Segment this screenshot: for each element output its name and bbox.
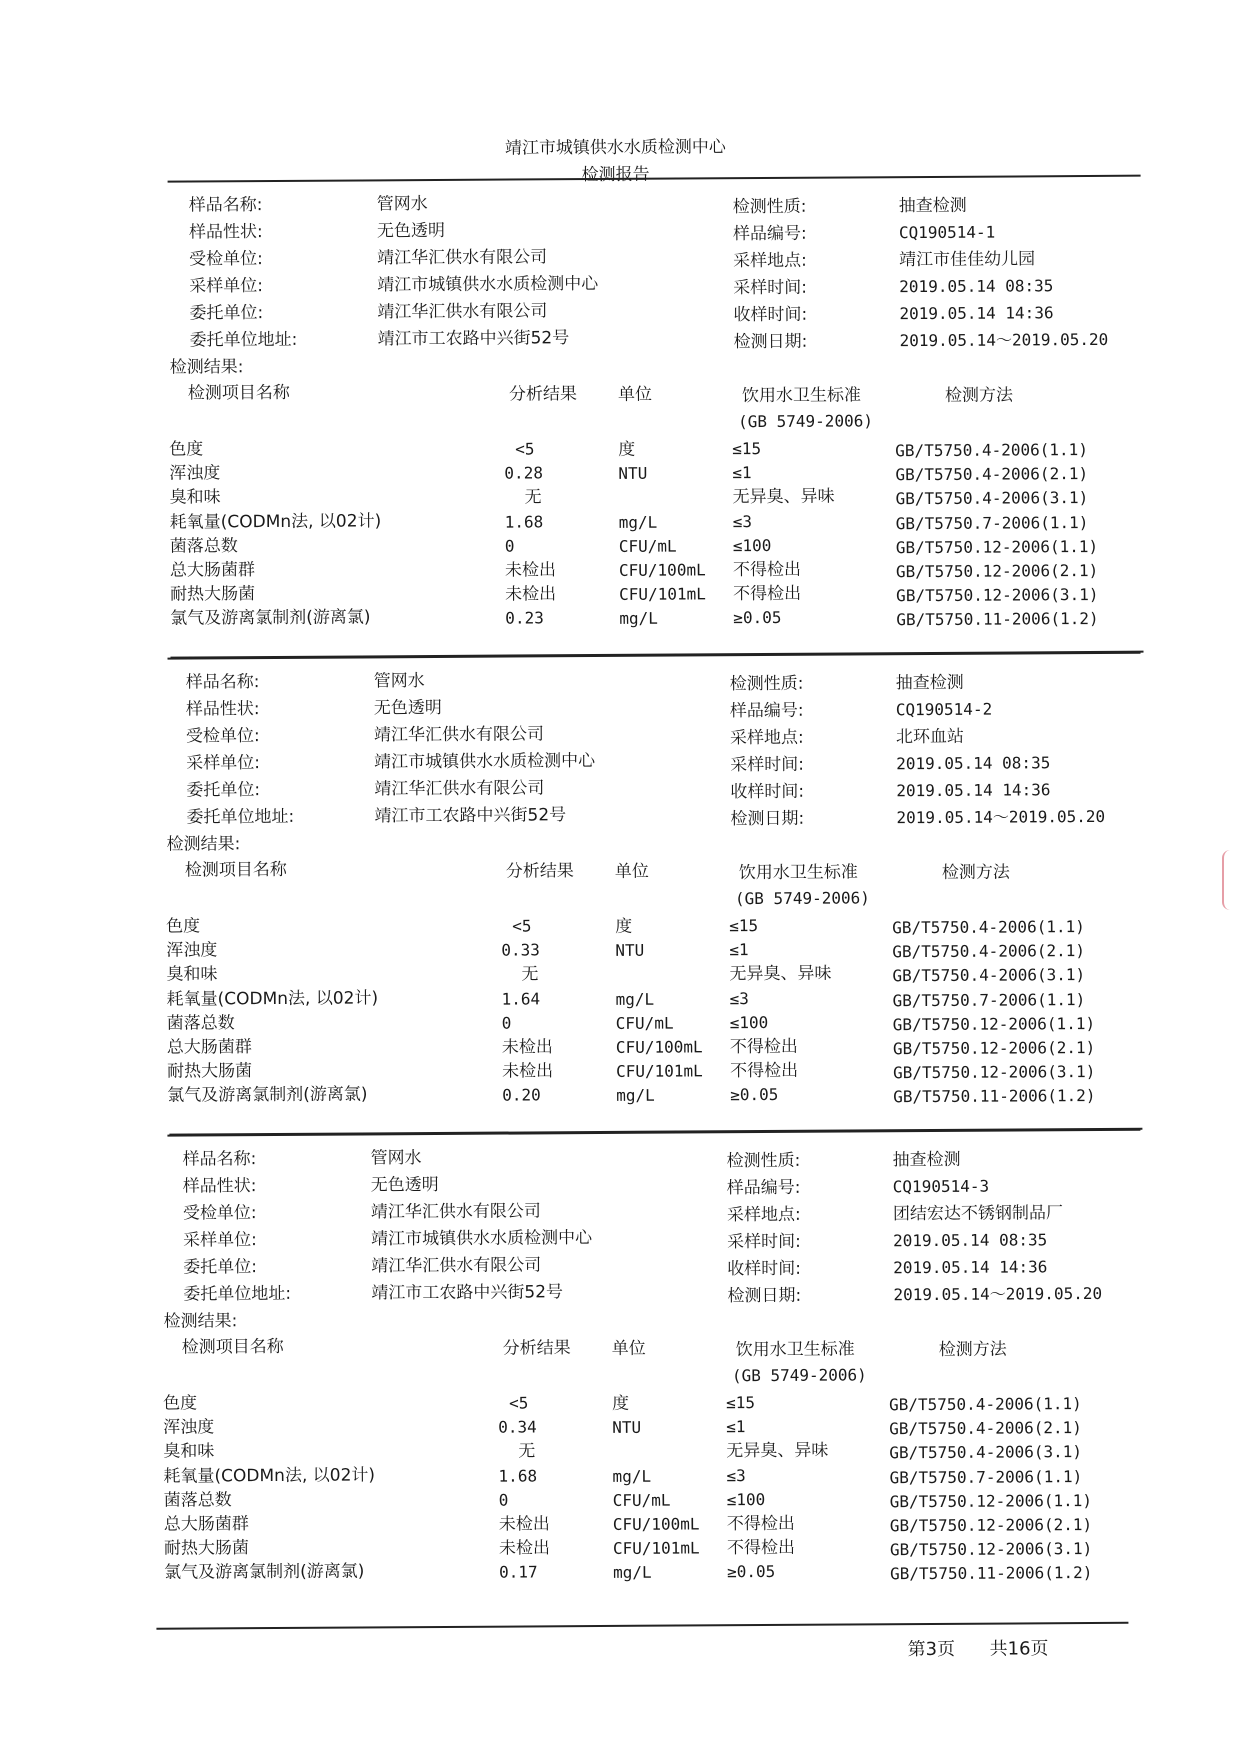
cell-result: 1.68	[498, 1465, 538, 1486]
test-date-label: 检测日期:	[727, 1285, 802, 1307]
sample-name-value: 管网水	[373, 671, 425, 692]
sampling-site-value: 北环血站	[895, 726, 965, 748]
inspected-unit-value: 靖江华汇供水有限公司	[370, 1201, 541, 1223]
cell-result: 0	[501, 1013, 512, 1033]
sampling-site-label: 采样地点:	[733, 250, 807, 272]
test-date-label: 检测日期:	[733, 331, 808, 353]
sample-no-value: CQ190514-3	[892, 1176, 990, 1197]
client-address-label: 委托单位地址:	[189, 329, 298, 351]
cell-unit: CFU/100mL	[612, 1514, 700, 1534]
sampling-site-value: 团结宏达不锈钢制品厂	[892, 1203, 1063, 1225]
cell-standard: ≤100	[729, 1012, 769, 1033]
cell-result: 1.64	[501, 988, 541, 1009]
cell-result: 0	[504, 536, 515, 556]
cell-item: 耐热大肠菌	[166, 1061, 253, 1082]
col-header-item: 检测项目名称	[187, 382, 290, 404]
cell-item: 臭和味	[166, 964, 218, 986]
cell-result: <5	[512, 916, 532, 936]
client-address-label: 委托单位地址:	[186, 806, 295, 828]
page-total: 共16页	[989, 1638, 1049, 1660]
cell-method: GB/T5750.4-2006(2.1)	[895, 464, 1089, 485]
sampling-unit-value: 靖江市城镇供水水质检测中心	[377, 273, 599, 296]
sampling-time-label: 采样时间:	[730, 754, 804, 776]
cell-method: GB/T5750.7-2006(1.1)	[895, 512, 1089, 533]
col-header-unit: 单位	[611, 1338, 646, 1359]
test-date-label: 检测日期:	[730, 808, 805, 830]
cell-result: 0.28	[504, 463, 543, 483]
cell-result: 未检出	[505, 584, 557, 605]
col-header-result: 分析结果	[502, 1338, 571, 1359]
cell-item: 浑浊度	[163, 1417, 215, 1438]
cell-item: 总大肠菌群	[163, 1514, 249, 1535]
cell-standard: ≤15	[729, 916, 759, 936]
cell-item: 菌落总数	[166, 1013, 235, 1034]
cell-item: 菌落总数	[169, 536, 238, 557]
col-header-method: 检测方法	[944, 385, 1013, 406]
cell-result: 无	[521, 964, 539, 985]
cell-result: 1.68	[504, 511, 544, 532]
cell-unit: CFU/mL	[612, 1490, 671, 1510]
cell-unit: mg/L	[613, 1563, 652, 1583]
cell-item: 耗氧量(CODMn法, 以02计)	[169, 510, 382, 533]
cell-result: 无	[518, 1441, 536, 1462]
cell-standard: 不得检出	[729, 1036, 798, 1058]
test-date-value: 2019.05.14～2019.05.20	[893, 1283, 1103, 1305]
cell-standard: ≤15	[726, 1393, 756, 1413]
cell-item: 耐热大肠菌	[163, 1538, 250, 1559]
cell-standard: ≥0.05	[733, 608, 782, 628]
col-header-unit: 单位	[617, 384, 652, 405]
cell-item: 臭和味	[169, 487, 221, 509]
page-number: 第3页	[907, 1638, 956, 1661]
cell-unit: mg/L	[616, 1086, 655, 1106]
sample-state-value: 无色透明	[373, 697, 442, 719]
cell-result: 未检出	[498, 1514, 550, 1535]
cell-method: GB/T5750.12-2006(3.1)	[893, 1062, 1096, 1083]
cell-standard: 不得检出	[726, 1513, 795, 1535]
cell-standard: 不得检出	[729, 1060, 799, 1082]
cell-method: GB/T5750.4-2006(2.1)	[892, 941, 1086, 962]
cell-standard: ≤3	[726, 1465, 746, 1485]
cell-standard: ≥0.05	[727, 1562, 776, 1582]
cell-unit: 度	[618, 439, 636, 460]
stamp-mark	[1222, 850, 1240, 910]
cell-standard: ≥0.05	[730, 1085, 779, 1105]
col-header-item: 检测项目名称	[181, 1336, 284, 1358]
cell-method: GB/T5750.12-2006(1.1)	[895, 536, 1099, 557]
cell-method: GB/T5750.4-2006(3.1)	[889, 1442, 1083, 1463]
cell-result: 无	[524, 487, 542, 508]
sample-name-label: 样品名称:	[185, 672, 260, 693]
cell-standard: ≤3	[732, 511, 753, 531]
cell-unit: mg/L	[615, 989, 655, 1009]
results-heading: 检测结果:	[163, 1311, 238, 1332]
sample-no-value: CQ190514-1	[898, 222, 996, 243]
inspected-unit-value: 靖江华汇供水有限公司	[373, 724, 545, 746]
cell-item: 总大肠菌群	[166, 1037, 252, 1058]
cell-method: GB/T5750.4-2006(1.1)	[889, 1394, 1082, 1415]
cell-method: GB/T5750.12-2006(2.1)	[889, 1515, 1093, 1536]
cell-method: GB/T5750.11-2006(1.2)	[890, 1563, 1093, 1584]
cell-unit: CFU/100mL	[615, 1037, 703, 1057]
cell-method: GB/T5750.4-2006(3.1)	[895, 488, 1089, 509]
sample-name-label: 样品名称:	[182, 1149, 257, 1170]
inspected-unit-value: 靖江华汇供水有限公司	[377, 247, 548, 269]
client-address-value: 靖江市工农路中兴街52号	[371, 1282, 564, 1304]
receive-time-label: 收样时间:	[733, 304, 808, 326]
cell-standard: ≤3	[729, 988, 749, 1008]
receive-time-value: 2019.05.14 14:36	[899, 303, 1054, 324]
col-header-standard-code: (GB 5749-2006)	[738, 411, 873, 432]
cell-unit: mg/L	[612, 1466, 652, 1486]
sample-no-label: 样品编号:	[726, 1177, 801, 1199]
cell-unit: CFU/100mL	[618, 560, 706, 580]
receive-time-label: 收样时间:	[727, 1258, 802, 1280]
client-unit-value: 靖江华汇供水有限公司	[377, 301, 548, 323]
cell-standard: ≤1	[729, 940, 749, 960]
col-header-result: 分析结果	[505, 861, 574, 882]
cell-unit: 度	[612, 1393, 630, 1414]
report-block	[1, 1130, 1240, 1584]
client-unit-label: 委托单位:	[189, 303, 264, 324]
col-header-unit: 单位	[614, 861, 649, 882]
cell-result: 未检出	[501, 1037, 553, 1058]
receive-time-value: 2019.05.14 14:36	[896, 780, 1051, 801]
cell-method: GB/T5750.4-2006(2.1)	[889, 1418, 1082, 1439]
sampling-time-value: 2019.05.14 08:35	[899, 276, 1054, 297]
cell-method: GB/T5750.11-2006(1.2)	[893, 1086, 1096, 1107]
cell-unit: CFU/101mL	[612, 1538, 700, 1559]
cell-unit: mg/L	[619, 609, 658, 629]
cell-unit: NTU	[615, 940, 645, 961]
cell-standard: ≤100	[726, 1489, 766, 1510]
sampling-unit-label: 采样单位:	[186, 753, 260, 774]
client-unit-value: 靖江华汇供水有限公司	[371, 1255, 542, 1277]
cell-result: 未检出	[498, 1538, 551, 1559]
cell-item: 菌落总数	[163, 1490, 232, 1511]
client-address-value: 靖江市工农路中兴街52号	[374, 805, 567, 827]
receive-time-value: 2019.05.14 14:36	[893, 1257, 1048, 1278]
cell-method: GB/T5750.12-2006(2.1)	[895, 560, 1099, 582]
client-unit-label: 委托单位:	[183, 1257, 258, 1278]
sample-state-value: 无色透明	[370, 1174, 439, 1196]
test-date-value: 2019.05.14～2019.05.20	[899, 329, 1109, 351]
sampling-unit-value: 靖江市城镇供水水质检测中心	[371, 1228, 593, 1250]
results-heading: 检测结果:	[166, 834, 241, 855]
cell-unit: CFU/101mL	[615, 1061, 703, 1082]
col-header-standard: 饮用水卫生标准	[741, 385, 861, 407]
cell-result: <5	[509, 1393, 529, 1413]
cell-unit: 度	[615, 916, 633, 937]
test-date-value: 2019.05.14～2019.05.20	[896, 806, 1106, 828]
cell-standard: ≤1	[726, 1417, 746, 1437]
col-header-standard-code: (GB 5749-2006)	[734, 888, 870, 909]
cell-item: 耗氧量(CODMn法, 以02计)	[163, 1464, 376, 1487]
inspected-unit-label: 受检单位:	[185, 726, 260, 747]
sampling-unit-value: 靖江市城镇供水水质检测中心	[374, 751, 596, 773]
client-unit-value: 靖江华汇供水有限公司	[374, 778, 545, 800]
test-nature-value: 抽查检测	[892, 1149, 961, 1171]
sample-no-label: 样品编号:	[729, 700, 804, 722]
cell-item: 耐热大肠菌	[170, 584, 256, 605]
page-title: 靖江市城镇供水水质检测中心	[504, 137, 726, 159]
client-address-label: 委托单位地址:	[183, 1283, 292, 1305]
results-heading: 检测结果:	[169, 357, 244, 378]
test-nature-label: 检测性质:	[732, 196, 807, 218]
cell-result: 0.17	[499, 1562, 538, 1583]
cell-method: GB/T5750.12-2006(1.1)	[889, 1490, 1093, 1512]
client-address-value: 靖江市工农路中兴街52号	[377, 328, 570, 350]
cell-standard: 不得检出	[733, 583, 802, 605]
cell-method: GB/T5750.7-2006(1.1)	[892, 989, 1086, 1010]
cell-result: 0.23	[505, 608, 544, 628]
cell-result: 0.34	[498, 1417, 537, 1437]
cell-result: <5	[515, 439, 535, 459]
cell-item: 总大肠菌群	[169, 560, 256, 581]
cell-method: GB/T5750.7-2006(1.1)	[889, 1466, 1083, 1487]
sampling-time-value: 2019.05.14 08:35	[896, 753, 1051, 774]
sample-state-label: 样品性状:	[185, 699, 260, 720]
cell-item: 氯气及游离氯制剂(游离氯)	[170, 607, 371, 630]
sampling-time-value: 2019.05.14 08:35	[893, 1230, 1048, 1251]
cell-unit: CFU/mL	[618, 536, 677, 556]
cell-result: 未检出	[501, 1061, 554, 1082]
receive-time-label: 收样时间:	[730, 781, 805, 803]
sample-name-value: 管网水	[376, 194, 428, 215]
cell-method: GB/T5750.4-2006(1.1)	[895, 440, 1088, 461]
col-header-method: 检测方法	[941, 862, 1010, 883]
cell-item: 浑浊度	[169, 463, 221, 484]
col-header-standard-code: (GB 5749-2006)	[731, 1365, 867, 1386]
cell-standard: 无异臭、异味	[729, 963, 832, 985]
cell-item: 色度	[163, 1393, 198, 1414]
test-nature-value: 抽查检测	[898, 195, 967, 217]
cell-unit: NTU	[612, 1417, 642, 1438]
cell-standard: 不得检出	[732, 559, 802, 581]
col-header-standard: 饮用水卫生标准	[735, 1339, 855, 1361]
cell-standard: ≤15	[732, 439, 762, 459]
cell-item: 耗氧量(CODMn法, 以02计)	[166, 987, 379, 1010]
cell-method: GB/T5750.4-2006(1.1)	[892, 917, 1085, 938]
cell-standard: ≤100	[732, 535, 772, 555]
test-nature-label: 检测性质:	[726, 1150, 801, 1172]
sampling-time-label: 采样时间:	[727, 1231, 801, 1253]
cell-method: GB/T5750.12-2006(3.1)	[889, 1539, 1093, 1560]
sampling-site-label: 采样地点:	[729, 727, 804, 749]
sample-state-value: 无色透明	[376, 220, 445, 242]
cell-result: 0.33	[501, 940, 540, 960]
cell-result: 未检出	[504, 560, 557, 581]
cell-item: 色度	[169, 439, 204, 460]
col-header-item: 检测项目名称	[184, 859, 287, 881]
inspected-unit-label: 受检单位:	[182, 1203, 257, 1224]
sample-no-value: CQ190514-2	[895, 699, 993, 720]
sampling-time-label: 采样时间:	[733, 277, 808, 299]
cell-unit: NTU	[618, 463, 648, 484]
client-unit-label: 委托单位:	[186, 780, 261, 801]
cell-method: GB/T5750.12-2006(3.1)	[896, 585, 1099, 606]
sampling-site-label: 采样地点:	[726, 1204, 801, 1226]
sample-name-value: 管网水	[370, 1148, 422, 1169]
col-header-result: 分析结果	[508, 384, 577, 405]
sample-no-label: 样品编号:	[732, 223, 807, 245]
sample-name-label: 样品名称:	[188, 195, 263, 216]
inspected-unit-label: 受检单位:	[189, 249, 263, 270]
cell-method: GB/T5750.11-2006(1.2)	[896, 609, 1099, 630]
cell-method: GB/T5750.12-2006(1.1)	[892, 1013, 1096, 1035]
sampling-site-value: 靖江市佳佳幼儿园	[899, 249, 1036, 271]
cell-standard: 无异臭、异味	[726, 1441, 829, 1462]
cell-result: 0.20	[502, 1085, 541, 1105]
test-nature-label: 检测性质:	[729, 673, 804, 695]
cell-unit: CFU/mL	[615, 1013, 674, 1033]
report-block	[0, 653, 1239, 1107]
cell-item: 氯气及游离氯制剂(游离氯)	[167, 1084, 368, 1107]
cell-unit: CFU/101mL	[619, 584, 706, 605]
sample-state-label: 样品性状:	[182, 1176, 257, 1197]
cell-standard: 不得检出	[726, 1538, 796, 1559]
footer-rule	[156, 1622, 1128, 1630]
cell-item: 浑浊度	[166, 940, 218, 961]
test-nature-value: 抽查检测	[895, 672, 964, 694]
cell-item: 氯气及游离氯制剂(游离氯)	[164, 1561, 365, 1584]
sampling-unit-label: 采样单位:	[183, 1230, 257, 1251]
col-header-standard: 饮用水卫生标准	[738, 862, 858, 884]
cell-unit: mg/L	[618, 512, 658, 532]
col-header-method: 检测方法	[938, 1339, 1007, 1360]
sample-state-label: 样品性状:	[188, 222, 263, 243]
sampling-unit-label: 采样单位:	[189, 276, 264, 297]
cell-method: GB/T5750.4-2006(3.1)	[892, 965, 1086, 986]
cell-item: 臭和味	[163, 1441, 215, 1463]
cell-standard: ≤1	[732, 463, 752, 483]
cell-result: 0	[498, 1490, 509, 1510]
cell-item: 色度	[166, 916, 201, 937]
cell-standard: 无异臭、异味	[732, 486, 835, 508]
page-subtitle: 检测报告	[581, 164, 650, 186]
cell-method: GB/T5750.12-2006(2.1)	[892, 1037, 1096, 1059]
